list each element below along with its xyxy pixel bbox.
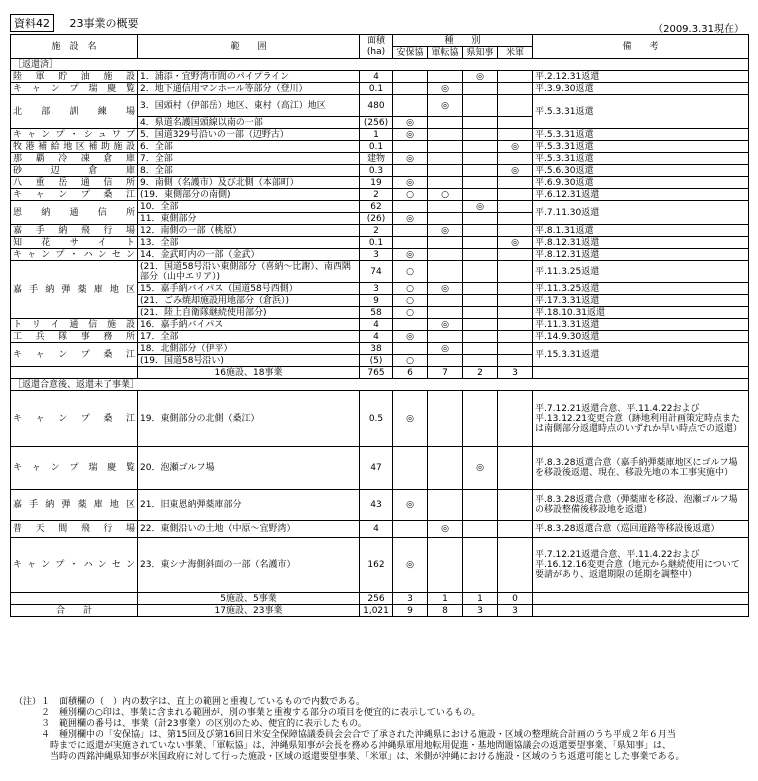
type-cell [498,391,533,447]
type-cell [498,283,533,295]
range-cell: 2．地下通信用マンホール等部分（登川） [138,83,360,95]
col-range: 範 囲 [138,35,360,59]
type-cell: ◎ [463,447,498,490]
subtotal-type: 7 [428,367,463,379]
table-row [11,201,749,213]
total-type: 8 [428,605,463,617]
facility-name: キャンプ・ハンセン [11,538,138,593]
type-cell: ◎ [393,213,428,225]
type-cell [463,355,498,367]
type-cell [498,129,533,141]
range-cell: 13．全部 [138,237,360,249]
area-cell: 2 [360,225,393,237]
type-cell [393,95,428,117]
type-cell [498,83,533,95]
facility-name: 北部訓練場 [11,95,138,129]
footnote-line: （注）１ 面積欄の（ ）内の数字は、直上の範囲と重複しているもので内数である。 [14,697,366,707]
table-row [11,83,749,95]
subtotal-area: 765 [360,367,393,379]
remark-cell: 平.5.6.30返還 [533,165,749,177]
type-cell [498,95,533,117]
type-cell [463,95,498,117]
range-cell: 21．旧東恩納弾薬庫部分 [138,490,360,521]
document-badge: 資料42 [10,14,54,32]
remark-cell: 平.11.3.25返還 [533,283,749,295]
remark-cell: 平.8.1.31返還 [533,225,749,237]
area-cell: 43 [360,490,393,521]
subtotal-blank [11,593,138,605]
type-cell [463,490,498,521]
range-cell: 14．金武町内の一部（金武） [138,249,360,261]
remark-cell: 平.8.3.28返還合意（弾薬庫を移設、泡瀬ゴルフ場の移設整備後移設地を返還） [533,490,749,521]
range-cell: 22．東側沿いの土地（中原～宜野湾） [138,521,360,538]
type-cell [498,355,533,367]
type-cell [393,141,428,153]
range-cell: 15．嘉手納バイパス（国道58号西側） [138,283,360,295]
table-row [11,343,749,355]
area-cell: 0.1 [360,141,393,153]
type-cell [428,71,463,83]
type-cell [463,331,498,343]
type-cell [393,201,428,213]
type-cell [498,189,533,201]
type-cell [463,189,498,201]
total-facilities: 17施設、23事業 [138,605,360,617]
col-type-governor: 県知事 [463,47,498,59]
type-cell: ◎ [428,521,463,538]
type-cell: ○ [393,355,428,367]
facility-name: 八重岳通信所 [11,177,138,189]
subtotal-row [11,593,749,605]
col-type-group: 種 別 [393,35,533,47]
subtotal-blank [533,593,749,605]
type-cell [428,129,463,141]
remark-cell: 平.8.12.31返還 [533,249,749,261]
table-row [11,71,749,83]
type-cell [498,490,533,521]
range-cell: 7．全部 [138,153,360,165]
col-type-usmilitary: 米軍 [498,47,533,59]
subtotal-type: 1 [463,593,498,605]
type-cell: ○ [393,307,428,319]
subtotal-type: 2 [463,367,498,379]
table-row [11,225,749,237]
area-cell: 0.1 [360,237,393,249]
range-cell: 11．東側部分 [138,213,360,225]
type-cell: ○ [393,261,428,283]
type-cell: ◎ [393,177,428,189]
remark-cell: 平.11.3.25返還 [533,261,749,283]
type-cell: ◎ [393,538,428,593]
footnotes [14,697,749,763]
subtotal-blank [533,367,749,379]
type-cell [428,538,463,593]
type-cell [498,225,533,237]
remark-cell: 平.7.11.30返還 [533,201,749,225]
type-cell: ◎ [393,490,428,521]
type-cell [428,331,463,343]
type-cell [428,177,463,189]
type-cell [428,213,463,225]
area-cell: (26) [360,213,393,225]
table-row [11,153,749,165]
type-cell [428,261,463,283]
subtotal-type: 3 [393,593,428,605]
type-cell [463,129,498,141]
type-cell [498,153,533,165]
type-cell: ◎ [498,141,533,153]
type-cell: ◎ [393,153,428,165]
facility-name: キャンプ瑞慶覧 [11,83,138,95]
range-cell: (19．国道58号沿い) [138,355,360,367]
type-cell: ◎ [428,225,463,237]
facility-name: 嘉手納弾薬庫地区 [11,490,138,521]
footnote-line: 当時の西銘沖縄県知事が米国政府に対して行った施設・区域の返還要望事業、「米軍」は、米側が沖縄における施設・区域のうち返還可能とした事業である。 [14,752,685,762]
facility-name: 那覇冷凍倉庫 [11,153,138,165]
facility-name: キャンプ桑江 [11,343,138,367]
range-cell: 8．全部 [138,165,360,177]
total-label: 合 計 [11,605,138,617]
facility-name: 工兵隊事務所 [11,331,138,343]
type-cell [428,201,463,213]
area-cell: 0.5 [360,391,393,447]
facility-name: トリイ通信施設 [11,319,138,331]
type-cell [463,237,498,249]
remark-cell: 平.8.12.31返還 [533,237,749,249]
type-cell [393,225,428,237]
type-cell: ○ [428,189,463,201]
type-cell [498,249,533,261]
type-cell [393,521,428,538]
range-cell: 6．全部 [138,141,360,153]
section-label: ［返還合意後、返還未了事業］ [11,379,749,391]
range-cell: 9．南側（名護市）及び北側（本部町） [138,177,360,189]
remark-cell: 平.14.9.30返還 [533,331,749,343]
subtotal-type: 3 [498,367,533,379]
area-cell: 0.3 [360,165,393,177]
area-cell: 4 [360,331,393,343]
type-cell [498,295,533,307]
table-row [11,95,749,117]
facility-name: 砂辺倉庫 [11,165,138,177]
range-cell: 23．東シナ海側斜面の一部（名護市） [138,538,360,593]
type-cell: ◎ [428,95,463,117]
range-cell: 19．東側部分の北側（桑江） [138,391,360,447]
type-cell: ◎ [498,237,533,249]
type-cell: ○ [393,295,428,307]
remark-cell: 平.3.9.30返還 [533,83,749,95]
table-row [11,331,749,343]
table-row [11,189,749,201]
type-cell [428,490,463,521]
table-row [11,447,749,490]
table-row [11,538,749,593]
type-cell [463,83,498,95]
type-cell: ◎ [393,391,428,447]
type-cell [498,71,533,83]
type-cell [428,295,463,307]
remark-cell: 平.8.3.28返還合意（巡回道路等移設後返還） [533,521,749,538]
type-cell [428,141,463,153]
remark-cell: 平.11.3.31返還 [533,319,749,331]
type-cell [498,213,533,225]
footnote-line: ３ 範囲欄の番号は、事業（計23事業）の区別のため、便宜的に表示したもの。 [14,719,367,729]
type-cell [393,71,428,83]
type-cell [498,319,533,331]
col-type-guntenkyo: 軍転協 [428,47,463,59]
type-cell [463,538,498,593]
section-label: ［返還済］ [11,59,749,71]
table-row [11,249,749,261]
range-cell: (19．東側部分の南側) [138,189,360,201]
table-row [11,177,749,189]
type-cell [463,295,498,307]
as-of-date: （2009.3.31現在） [653,24,744,35]
type-cell [428,307,463,319]
area-cell: 74 [360,261,393,283]
subtotal-type: 0 [498,593,533,605]
facility-name: 普天間飛行場 [11,521,138,538]
type-cell: ◎ [463,201,498,213]
area-cell: 3 [360,249,393,261]
type-cell [498,521,533,538]
range-cell: 4．県道名護国頭線以南の一部 [138,117,360,129]
type-cell [463,177,498,189]
type-cell: ◎ [393,331,428,343]
remark-cell: 平.6.9.30返還 [533,177,749,189]
range-cell: (21．陸上自衛隊継続使用部分) [138,307,360,319]
area-cell: 47 [360,447,393,490]
remark-cell: 平.8.3.28返還合意（嘉手納弾薬庫地区にゴルフ場を移設後返還、現在、移設先地の本工事実施中） [533,447,749,490]
subtotal-area: 256 [360,593,393,605]
type-cell [428,391,463,447]
type-cell [393,237,428,249]
subtotal-type: 6 [393,367,428,379]
area-cell: 4 [360,71,393,83]
remark-cell: 平.7.12.21返還合意、平.11.4.22および平.13.12.21変更合意（跡地利用計画策定時点または南側部分返還時点のいずれか早い時点での返還） [533,391,749,447]
range-cell: 1．浦添・宜野湾市間のパイプライン [138,71,360,83]
type-cell [463,249,498,261]
range-cell: 10．全部 [138,201,360,213]
type-cell: ◎ [393,249,428,261]
type-cell [463,165,498,177]
total-type: 3 [463,605,498,617]
type-cell [428,249,463,261]
remark-cell: 平.17.3.31返還 [533,295,749,307]
type-cell [498,177,533,189]
area-cell: 19 [360,177,393,189]
remark-cell: 平.15.3.31返還 [533,343,749,367]
area-cell: 162 [360,538,393,593]
remark-cell: 平.7.12.21返還合意、平.11.4.22および平.16.12.16変更合意（地元から継続使用について要請があり、返還期限の延期を調整中） [533,538,749,593]
table-row [11,521,749,538]
range-cell: 16．嘉手納バイパス [138,319,360,331]
remark-cell: 平.5.3.31返還 [533,129,749,141]
type-cell [463,213,498,225]
facility-name: キャンプ桑江 [11,189,138,201]
table-row [11,129,749,141]
section-row [11,379,749,391]
area-cell: 480 [360,95,393,117]
area-cell: 2 [360,189,393,201]
facility-name: 陸軍貯油施設 [11,71,138,83]
footnote-line: ４ 種別欄中の「安保協」は、第15回及び第16回日米安全保障協議委員会会合で了承された沖縄県における施設・区域の整理統合計画のうち平成２年６月当 [14,730,676,740]
table-row [11,141,749,153]
col-type-anpokyo: 安保協 [393,47,428,59]
type-cell: ◎ [463,71,498,83]
table-row [11,391,749,447]
area-cell: 3 [360,283,393,295]
type-cell [393,319,428,331]
type-cell: ◎ [498,165,533,177]
col-facility: 施 設 名 [11,35,138,59]
document-header [10,14,139,32]
remark-cell: 平.5.3.31返還 [533,153,749,165]
type-cell [498,201,533,213]
type-cell [498,307,533,319]
total-area: 1,021 [360,605,393,617]
type-cell [393,165,428,177]
area-cell: 4 [360,521,393,538]
type-cell: ◎ [393,129,428,141]
type-cell [393,83,428,95]
type-cell [428,117,463,129]
type-cell [463,521,498,538]
table-header-row [11,35,749,47]
subtotal-label: 16施設、18事業 [138,367,360,379]
facility-name: キャンプ桑江 [11,391,138,447]
type-cell: ○ [393,283,428,295]
area-cell: 62 [360,201,393,213]
col-remarks: 備 考 [533,35,749,59]
type-cell: ○ [393,189,428,201]
facility-name: 知花サイト [11,237,138,249]
remark-cell: 平.18.10.31返還 [533,307,749,319]
area-cell: (5) [360,355,393,367]
table-row [11,261,749,283]
area-cell: 4 [360,319,393,331]
table-row [11,490,749,521]
document-title: 23事業の概要 [69,17,139,30]
type-cell [498,538,533,593]
subtotal-row [11,367,749,379]
table-row [11,237,749,249]
type-cell [463,343,498,355]
remark-cell: 平.5.3.31返還 [533,95,749,129]
facility-name: キャンプ瑞慶覧 [11,447,138,490]
type-cell [428,153,463,165]
range-cell: 3．国頭村（伊部岳）地区、東村（高江）地区 [138,95,360,117]
type-cell [428,447,463,490]
footnote-line: 時までに返還が実施されていない事業、「軍転協」は、沖縄県知事が会長を務める沖縄県軍用地転用促進・基地問題協議会の返還要望事業、「県知事」は、 [14,741,672,751]
total-blank [533,605,749,617]
type-cell [498,117,533,129]
type-cell [428,355,463,367]
table-row [11,319,749,331]
type-cell [428,165,463,177]
area-cell: 9 [360,295,393,307]
total-row [11,605,749,617]
facility-name: 恩納通信所 [11,201,138,225]
subtotal-label: 5施設、5事業 [138,593,360,605]
type-cell [463,117,498,129]
facility-name: 嘉手納弾薬庫地区 [11,261,138,319]
remark-cell: 平.5.3.31返還 [533,141,749,153]
type-cell [498,447,533,490]
footnote-line: ２ 種別欄の○印は、事業に含まれる範囲が、別の事業と重複する部分の項目を便宜的に表示しているもの。 [14,708,481,718]
section-row [11,59,749,71]
range-cell: 12．南側の一部（桃原） [138,225,360,237]
type-cell: ◎ [428,83,463,95]
remark-cell: 平.6.12.31返還 [533,189,749,201]
range-cell: 20．泡瀬ゴルフ場 [138,447,360,490]
type-cell [393,447,428,490]
area-cell: 建物 [360,153,393,165]
range-cell: 17．全部 [138,331,360,343]
range-cell: 5．国道329号沿いの一部（辺野古） [138,129,360,141]
subtotal-blank [11,367,138,379]
type-cell [463,391,498,447]
type-cell: ◎ [428,283,463,295]
type-cell: ◎ [428,343,463,355]
range-cell: (21．国道58号沿い東側部分（喜納～比謝）、南西隅部分（山中エリア）) [138,261,360,283]
type-cell [463,319,498,331]
col-area: 面積(ha) [360,35,393,59]
area-cell: 38 [360,343,393,355]
type-cell: ◎ [428,319,463,331]
type-cell [463,261,498,283]
type-cell [463,225,498,237]
total-type: 3 [498,605,533,617]
range-cell: 18．北側部分（伊平） [138,343,360,355]
type-cell [463,307,498,319]
area-cell: 0.1 [360,83,393,95]
type-cell [498,331,533,343]
type-cell [498,343,533,355]
subtotal-type: 1 [428,593,463,605]
type-cell: ◎ [393,117,428,129]
area-cell: (256) [360,117,393,129]
table-row [11,165,749,177]
area-cell: 58 [360,307,393,319]
type-cell [463,153,498,165]
projects-table [10,34,749,617]
range-cell: (21．ごみ焼却施設用地部分（倉浜）) [138,295,360,307]
facility-name: キャンプ・ハンセン [11,249,138,261]
facility-name: 嘉手納飛行場 [11,225,138,237]
facility-name: キャンプ・シュワブ [11,129,138,141]
area-cell: 1 [360,129,393,141]
type-cell [498,261,533,283]
facility-name: 牧港補給地区補助施設 [11,141,138,153]
type-cell [463,141,498,153]
type-cell [428,237,463,249]
total-type: 9 [393,605,428,617]
type-cell [393,343,428,355]
remark-cell: 平.2.12.31返還 [533,71,749,83]
type-cell [463,283,498,295]
